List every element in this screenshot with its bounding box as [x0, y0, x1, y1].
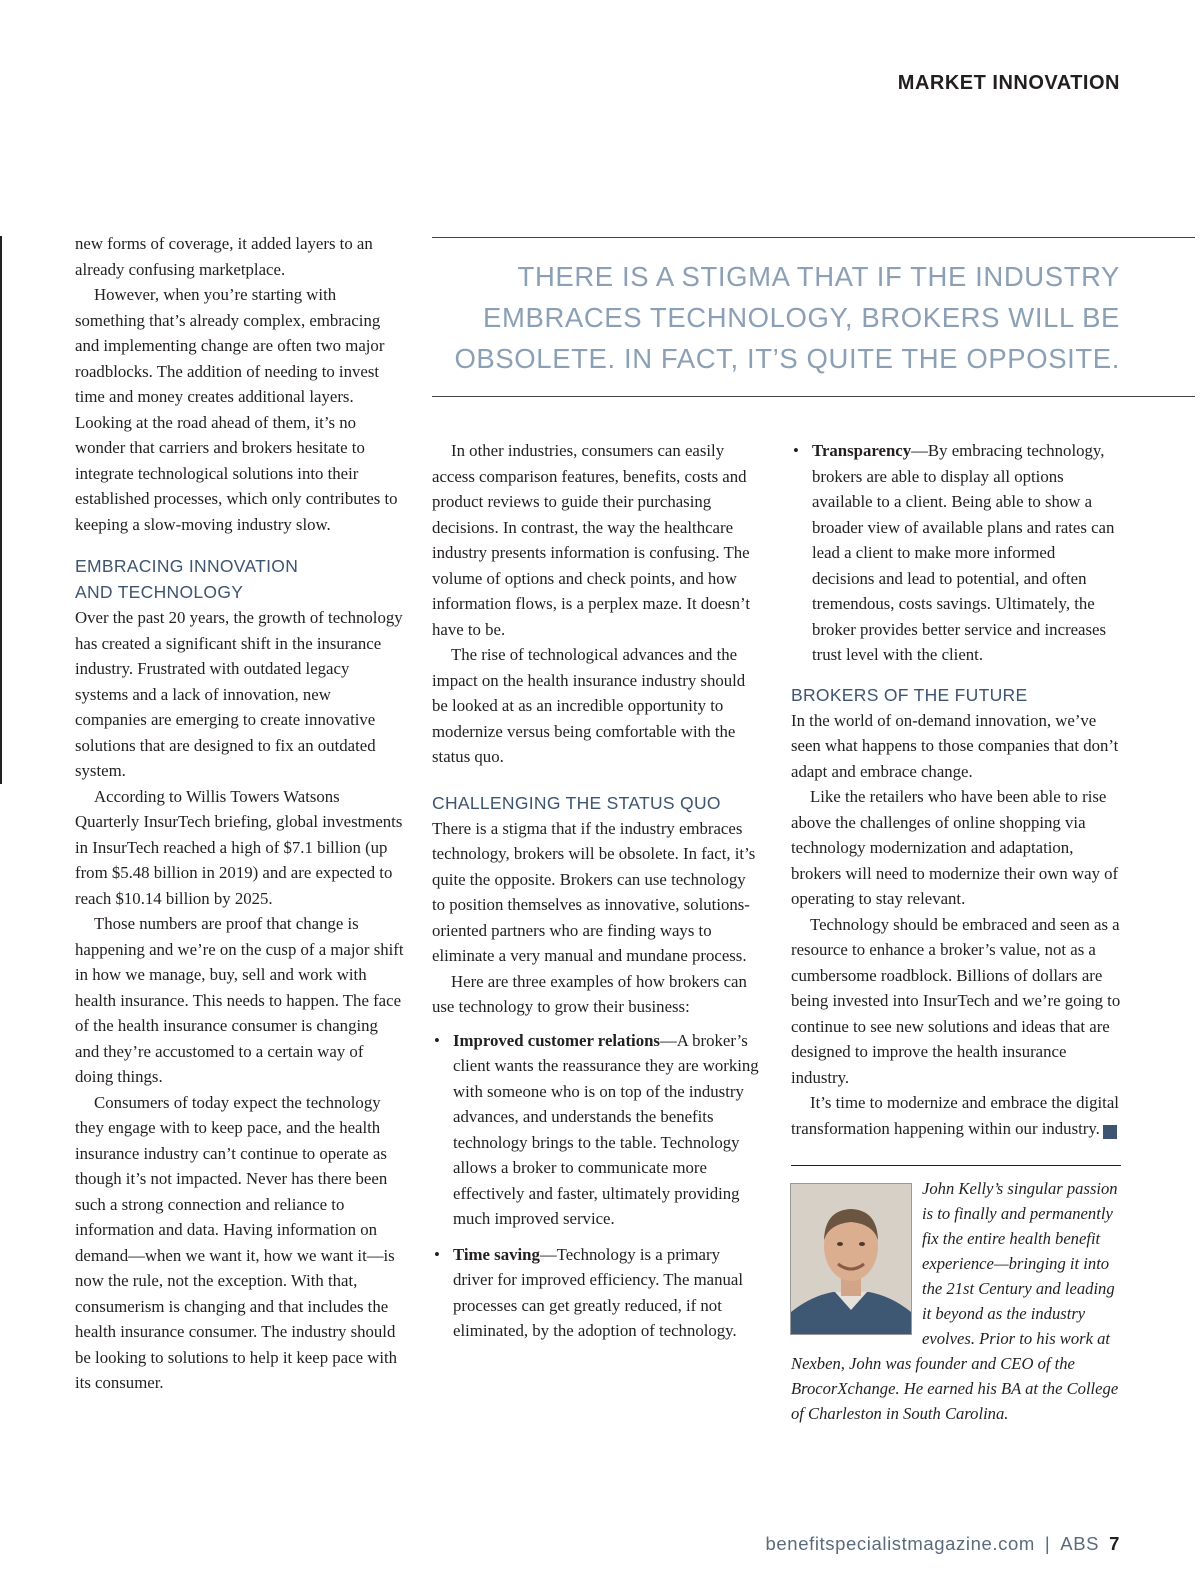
paragraph — [791, 1090, 1136, 1141]
bullet-item — [791, 438, 1121, 668]
subhead-embracing-innovation — [75, 553, 405, 605]
bullet-term: Time saving — [453, 1244, 540, 1264]
paragraph: Over the past 20 years, the growth of technology has created a significant shift in the insurance industry. Frustrated with outdated legacy systems and a lack of innovation, new companies are emerging to create innovative solutions that are designed to fix an outdated system. — [75, 608, 403, 780]
footer-brand: ABS — [1060, 1533, 1100, 1554]
paragraph: According to Willis Towers Watsons Quarterly InsurTech briefing, global investments in InsurTech reached a high of $7.1 billion (up from $5.48 billion in 2019) and are expected to reach $10.14 billion by 2025. — [75, 786, 403, 908]
bullet-list — [791, 438, 1121, 668]
paragraph: Those numbers are proof that change is happening and we’re on the cusp of a major shift in how we manage, buy, sell and work with health insurance. This needs to happen. The face of the health insurance consumer is changing and they’re accustomed to a certain way of doing things. — [75, 914, 404, 1086]
paragraph: The rise of technological advances and the impact on the health insurance industry should be looked at as an incredible opportunity to modernize versus being comfortable with the status quo. — [432, 645, 746, 766]
article-column-2 — [432, 438, 762, 1354]
subhead-line: EMBRACING INNOVATION — [75, 556, 299, 576]
paragraph: In other industries, consumers can easily access comparison features, benefits, costs and product reviews to guide their purchasing decisions. In contrast, the way the healthcare industry presents information is confusing. The volume of options and check points, and how information flows, is a perplex maze. It doesn’t have to be. — [432, 441, 750, 639]
bullet-text: —Technology is a primary driver for improved efficiency. The manual processes can get greatly reduced, if not eliminated, by the adoption of technology. — [453, 1244, 743, 1340]
section-label: MARKET INNOVATION — [897, 72, 1120, 94]
bullet-item — [432, 1242, 762, 1344]
article-column-1 — [75, 231, 405, 1396]
paragraph: However, when you’re starting with something that’s already complex, embracing and implementing change are often two major roadblocks. The addition of needing to invest time and money creates additional layers. Looking at the road ahead of them, it’s no wonder that carriers and brokers hesitate to integrate technological solutions into their established processes, which only contributes to keeping a slow-moving industry slow. — [75, 285, 398, 534]
bullet-text: —A broker’s client wants the reassurance they are working with someone who is on top of the industry advances, and understands the benefits technology brings to the table. Technology allows a broker to communicate more effectively and faster, ultimately providing much improved service. — [453, 1030, 759, 1228]
pull-quote — [432, 237, 1195, 397]
paragraph: new forms of coverage, it added layers to an already confusing marketplace. — [75, 234, 373, 279]
bullet-term: Improved customer relations — [453, 1030, 660, 1050]
page-number: 7 — [1109, 1533, 1120, 1554]
paragraph: Like the retailers who have been able to rise above the challenges of online shopping via technology modernization and adaptation, brokers will need to modernize their own way of operating to stay relevant. — [791, 787, 1119, 908]
subhead-challenging-status-quo: CHALLENGING THE STATUS QUO — [432, 792, 721, 813]
bullet-list — [432, 1028, 762, 1344]
paragraph: There is a stigma that if the industry embraces technology, brokers will be obsolete. In fact, it’s quite the opposite. Brokers can use technology to position themselves as innovative, solutions-oriented partners who are finding ways to eliminate a very manual and mundane process. — [432, 818, 756, 965]
paragraph: In the world of on-demand innovation, we’ve seen what happens to those companies that don’t adapt and embrace change. — [791, 710, 1119, 781]
article-column-3 — [791, 438, 1136, 1141]
paragraph: Here are three examples of how brokers can use technology to grow their business: — [432, 971, 747, 1016]
author-bio-text: John Kelly’s singular passion is to finally and permanently fix the entire health benefit experience—bringing it into the 21st Century and leading it beyond as the industry evolves. Prior to his work at Nexben, John was founder and CEO of the BrocorXchange. He earned his BA at the College of Charleston in South Carolina. — [791, 1179, 1119, 1423]
subhead-brokers-of-the-future: BROKERS OF THE FUTURE — [791, 684, 1028, 705]
bullet-term: Transparency — [812, 441, 912, 460]
bio-divider — [791, 1165, 1121, 1166]
bullet-text: —By embracing technology, brokers are able to display all options available to a client. Being able to show a broader view of available plans and rates can lead a client to make more informed decisions and lead to potential, and often tremendous, costs savings. Ultimately, the broker provides better service and increases trust level with the client. — [812, 441, 1115, 664]
paragraph: Consumers of today expect the technology they engage with to keep pace, and the health insurance industry can’t continue to operate as though it’s not impacted. Never has there been such a strong connection and reliance to information and data. Having information on demand—when we want it, how we want it—is now the rule, not the exception. With that, consumerism is changing and that includes the health insurance consumer. The industry should be looking to solutions to help it keep pace with its consumer. — [75, 1092, 398, 1392]
left-margin-rule — [0, 236, 2, 784]
abs-end-mark-icon: ABS — [1103, 1125, 1117, 1139]
bullet-item — [432, 1028, 762, 1232]
page-footer — [766, 1533, 1120, 1555]
closing-text: It’s time to modernize and embrace the digital transformation happening within our industry. — [791, 1093, 1119, 1138]
footer-site: benefitspecialistmagazine.com — [765, 1533, 1035, 1554]
paragraph: Technology should be embraced and seen as a resource to enhance a broker’s value, not as a cumbersome roadblock. Billions of dollars are being invested into InsurTech and we’re going to continue to see new solutions and ideas that are designed to improve the health insurance industry. — [791, 914, 1121, 1087]
author-bio — [791, 1176, 1123, 1426]
footer-separator: | — [1044, 1533, 1051, 1554]
pull-quote-text: THERE IS A STIGMA THAT IF THE INDUSTRY EMBRACES TECHNOLOGY, BROKERS WILL BE OBSOLETE. IN FACT, IT’S QUITE THE OPPOSITE. — [454, 261, 1120, 374]
subhead-line: AND TECHNOLOGY — [75, 582, 244, 602]
